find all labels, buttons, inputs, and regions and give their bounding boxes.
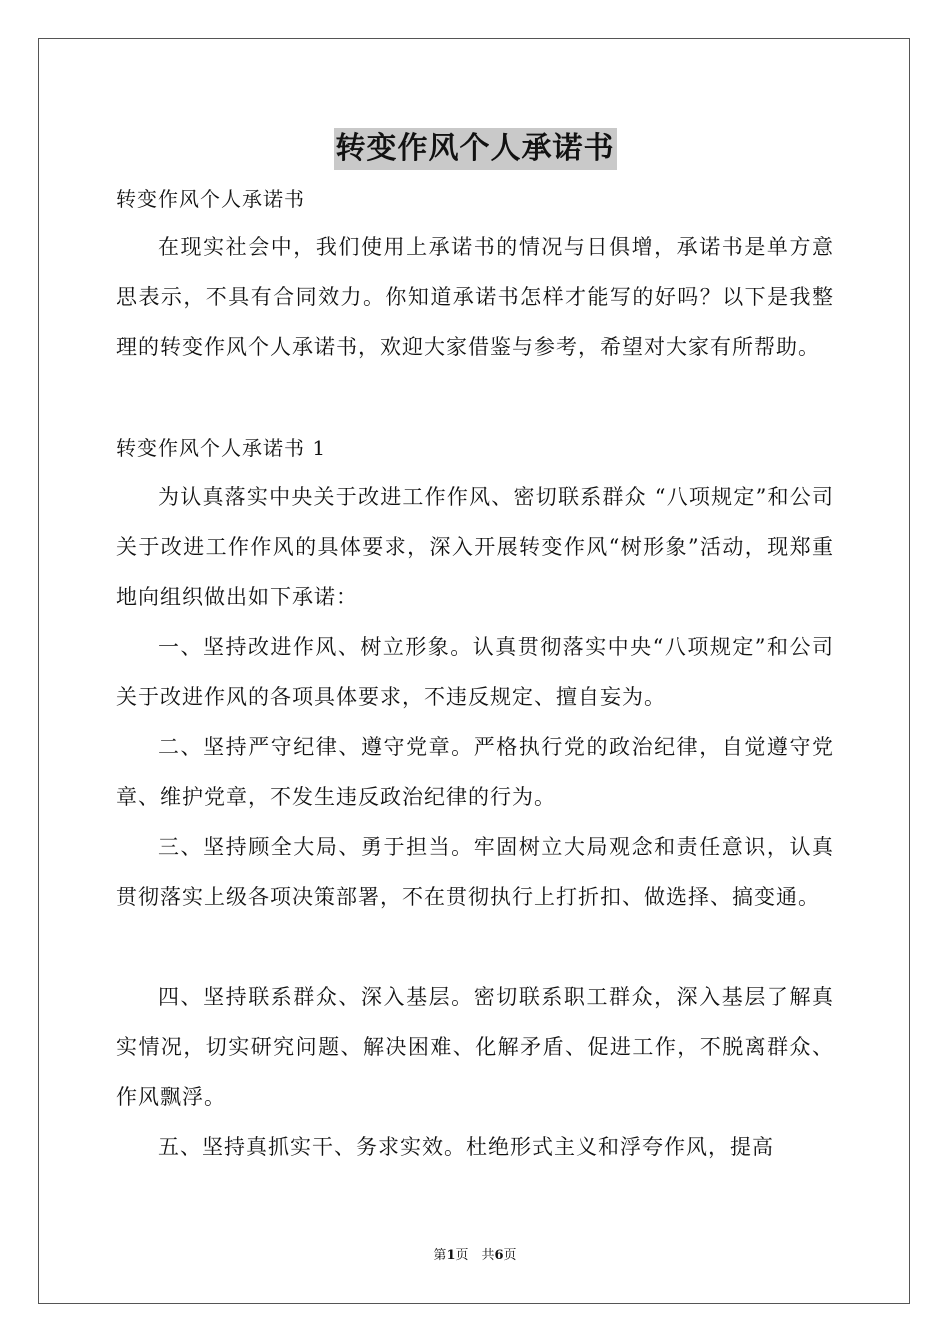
- body-paragraph-4: 三、坚持顾全大局、勇于担当。牢固树立大局观念和责任意识，认真贯彻落实上级各项决策部署，不在贯彻执行上打折扣、做选择、搞变通。: [116, 835, 834, 909]
- body-paragraph-3: 二、坚持严守纪律、遵守党章。严格执行党的政治纪律，自觉遵守党章、维护党章，不发生违反政治纪律的行为。: [116, 735, 834, 809]
- section-heading: 转变作风个人承诺书 1: [116, 436, 327, 460]
- footer-page-suffix: 页: [503, 1248, 517, 1263]
- body-paragraph-2: 一、坚持改进作风、树立形象。认真贯彻落实中央“八项规定”和公司关于改进作风的各项具体要求，不违反规定、擅自妄为。: [116, 635, 834, 709]
- document-subtitle: 转变作风个人承诺书: [116, 187, 305, 211]
- body-paragraph-6: 五、坚持真抓实干、务求实效。杜绝形式主义和浮夸作风，提高: [158, 1135, 774, 1159]
- intro-paragraph: 在现实社会中，我们使用上承诺书的情况与日俱增，承诺书是单方意思表示，不具有合同效力。你知道承诺书怎样才能写的好吗？以下是我整理的转变作风个人承诺书，欢迎大家借鉴与参考，希望对大家有所帮助。: [116, 235, 834, 359]
- body-paragraph-1: 为认真落实中央关于改进工作作风、密切联系群众 “八项规定”和公司关于改进工作作风的具体要求，深入开展转变作风“树形象”活动，现郑重地向组织做出如下承诺：: [116, 485, 834, 609]
- page-footer: [0, 1246, 950, 1266]
- footer-page-total: 6: [494, 1248, 504, 1263]
- footer-page-prefix: 第: [433, 1248, 447, 1263]
- title-wrap: [0, 128, 950, 170]
- document-title: 转变作风个人承诺书: [334, 128, 617, 170]
- footer-page-current: 1: [446, 1248, 456, 1263]
- body-paragraph-5: 四、坚持联系群众、深入基层。密切联系职工群众，深入基层了解真实情况，切实研究问题、解决困难、化解矛盾、促进工作，不脱离群众、作风飘浮。: [116, 985, 834, 1109]
- footer-page-mid: 页 共: [455, 1248, 495, 1263]
